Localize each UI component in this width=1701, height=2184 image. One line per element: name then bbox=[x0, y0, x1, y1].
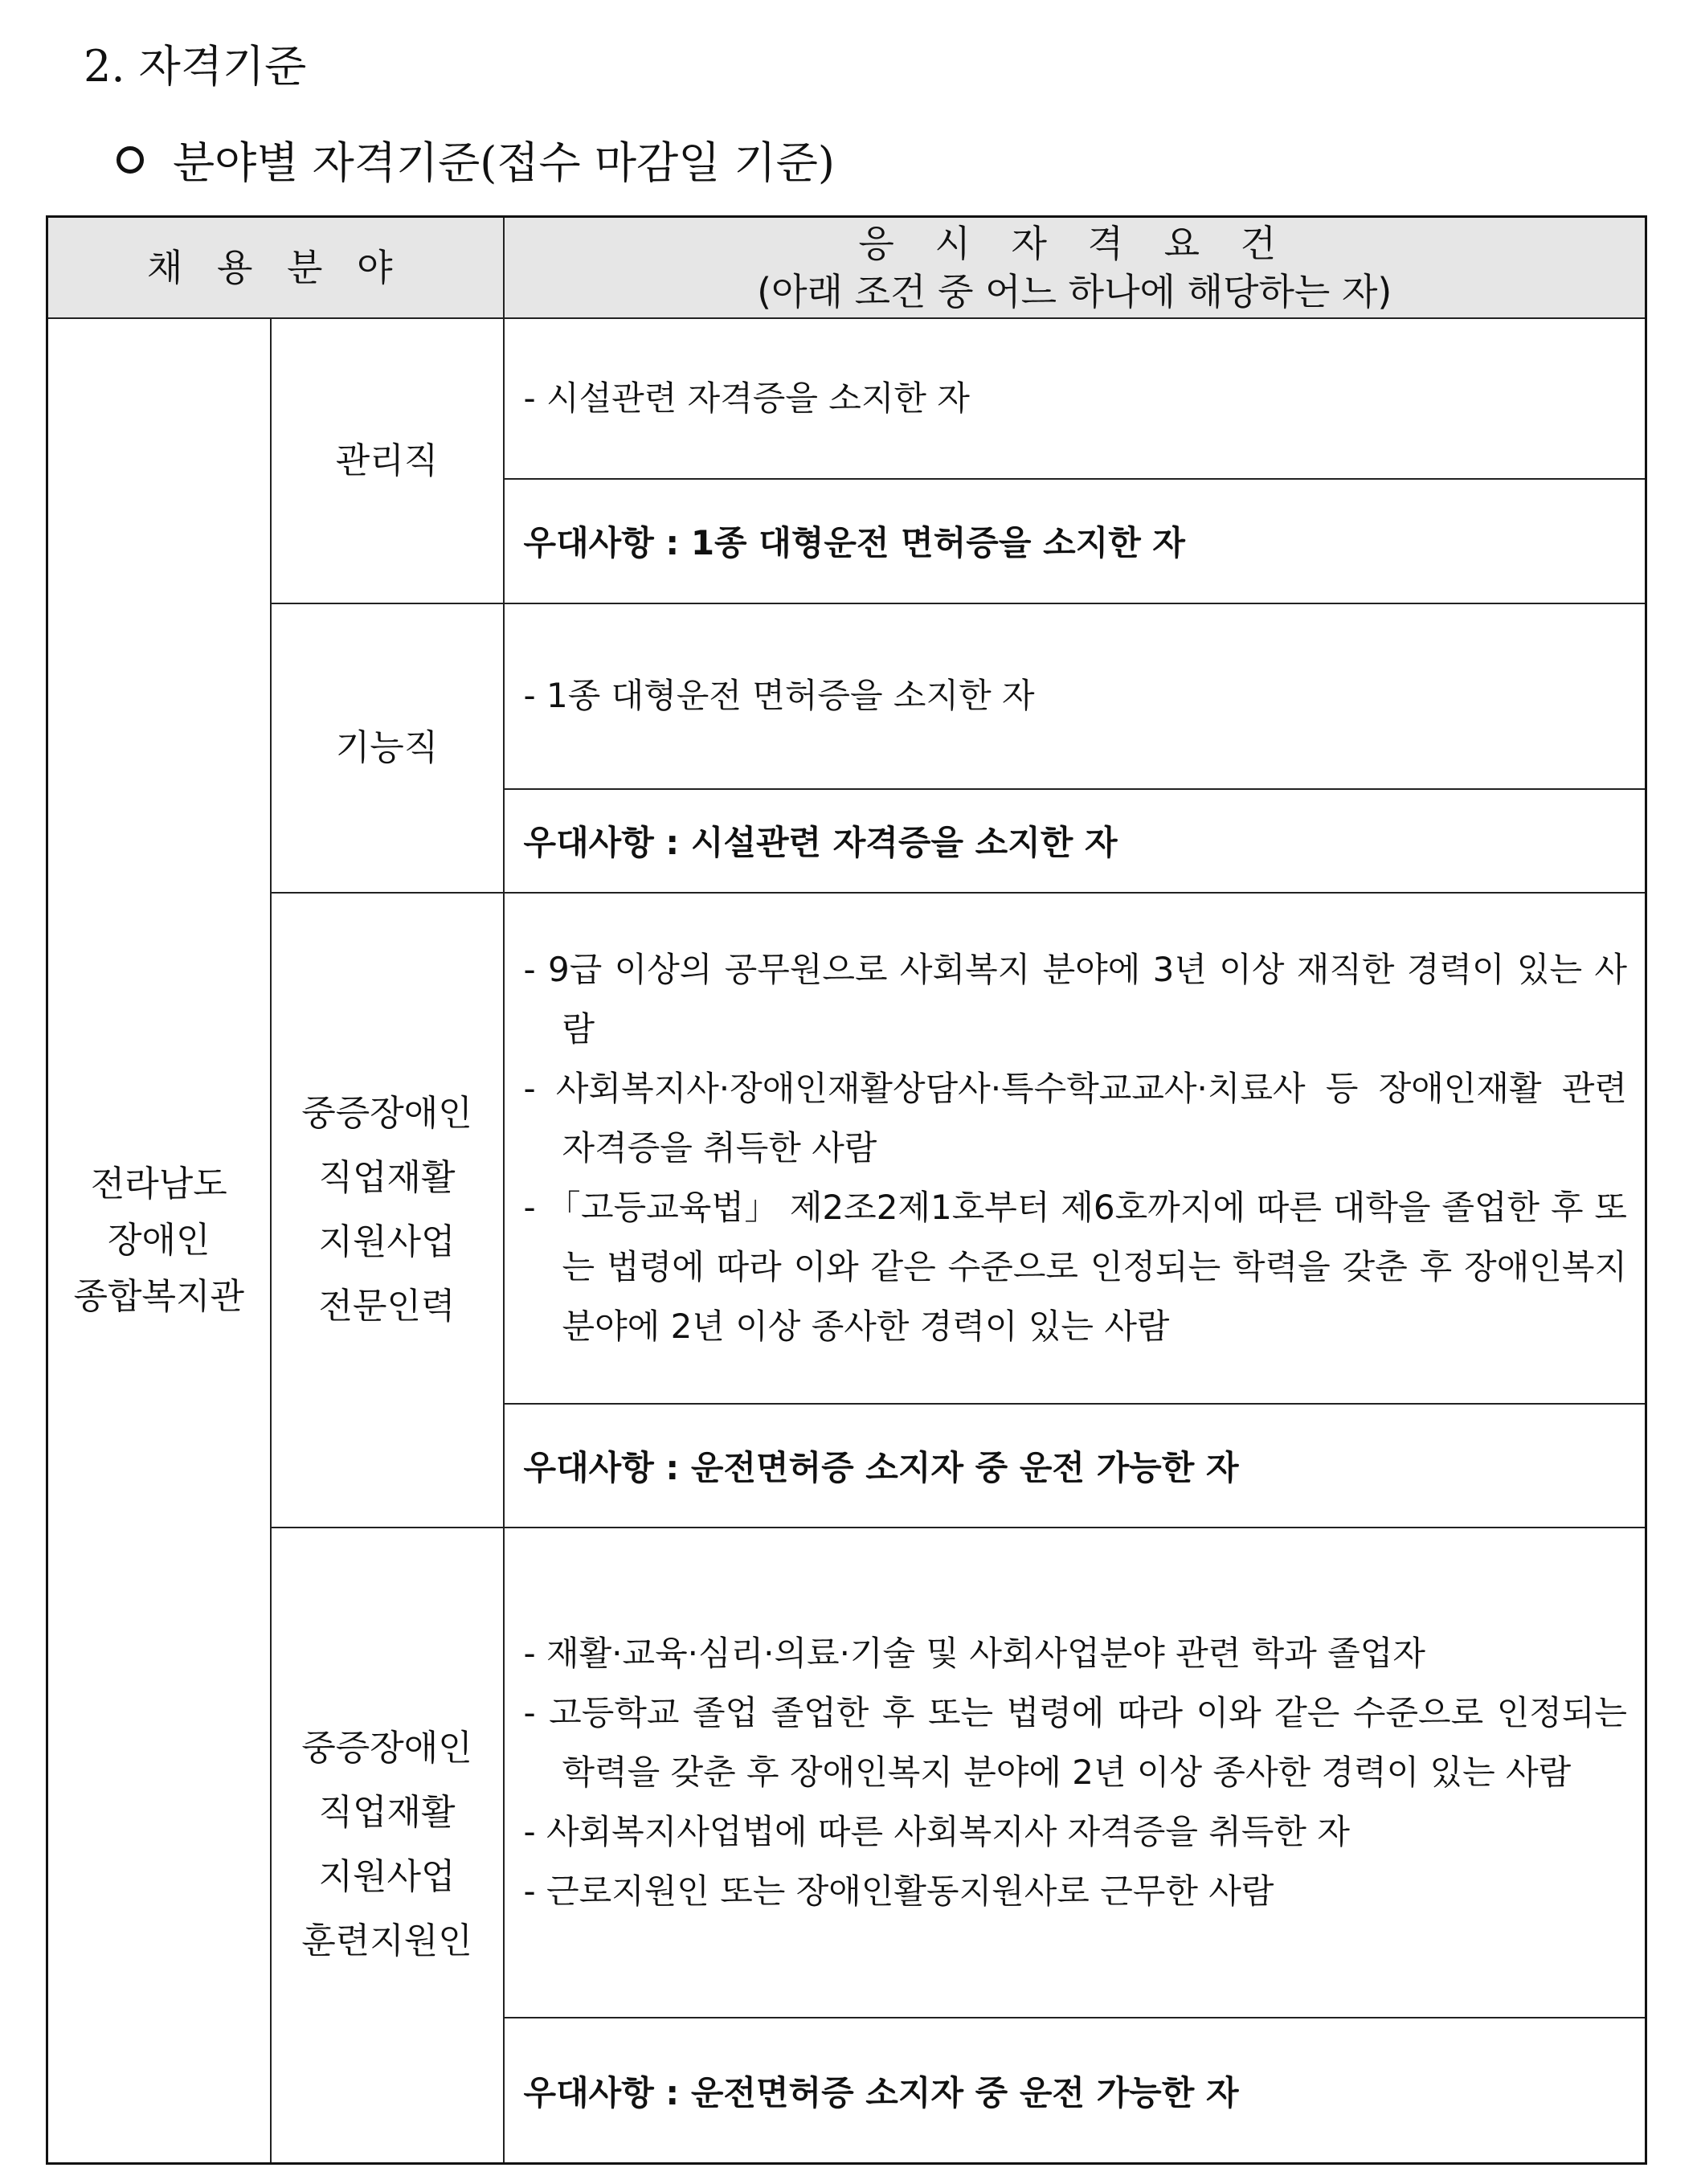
requirement-item: - 사회복지사·장애인재활상담사·특수학교교사·치료사 등 장애인재활 관련 자격증을 취득한 사람 bbox=[523, 1069, 1627, 1168]
field-line: 전문인력 bbox=[318, 1285, 456, 1327]
org-line: 종합복지관 bbox=[73, 1276, 245, 1318]
field-cell bbox=[271, 603, 504, 893]
org-line: 장애인 bbox=[107, 1220, 211, 1262]
requirements-cell bbox=[504, 1528, 1646, 2018]
preference-cell: 우대사항 : 운전면허증 소지자 중 운전 가능한 자 bbox=[504, 2018, 1646, 2163]
preference-cell: 우대사항 : 운전면허증 소지자 중 운전 가능한 자 bbox=[504, 1404, 1646, 1527]
field-cell bbox=[271, 893, 504, 1528]
field-line: 기능직 bbox=[335, 726, 439, 768]
header-req-line1: 응 시 자 격 요 건 bbox=[858, 222, 1291, 266]
field-line: 훈련지원인 bbox=[301, 1920, 472, 1962]
requirement-item: - 고등학교 졸업 졸업한 후 또는 법령에 따라 이와 같은 수준으로 인정되는 학력을 갖춘 후 장애인복지 분야에 2년 이상 종사한 경력이 있는 사람 bbox=[523, 1692, 1627, 1792]
org-line: 전라남도 bbox=[90, 1164, 227, 1205]
table-row bbox=[47, 893, 1646, 1405]
circle-bullet-icon bbox=[117, 146, 144, 174]
field-line: 직업재활 bbox=[318, 1156, 456, 1198]
field-cell bbox=[271, 1528, 504, 2164]
header-field: 채 용 분 야 bbox=[47, 217, 504, 319]
requirements-cell bbox=[504, 893, 1646, 1405]
field-cell bbox=[271, 318, 504, 603]
requirement-item: - 시설관련 자격증을 소지한 자 bbox=[523, 378, 970, 419]
requirements-cell bbox=[504, 318, 1646, 478]
header-row bbox=[47, 217, 1646, 319]
subsection-title: 분야별 자격기준(접수 마감일 기준) bbox=[173, 137, 835, 188]
preference-cell: 우대사항 : 시설관련 자격증을 소지한 자 bbox=[504, 789, 1646, 893]
header-requirements bbox=[504, 217, 1646, 319]
subsection-title-row bbox=[117, 129, 835, 190]
org-cell bbox=[47, 318, 271, 2163]
preference-cell: 우대사항 : 1종 대형운전 면허증을 소지한 자 bbox=[504, 479, 1646, 603]
requirement-item: - 9급 이상의 공무원으로 사회복지 분야에 3년 이상 재직한 경력이 있는 사람 bbox=[523, 950, 1627, 1049]
requirement-item: - 1종 대형운전 면허증을 소지한 자 bbox=[523, 676, 1035, 716]
requirement-item: - 「고등교육법」 제2조2제1호부터 제6호까지에 따른 대학을 졸업한 후 또는 법령에 따라 이와 같은 수준으로 인정되는 학력을 갖춘 후 장애인복지 분야에 2년 이상 종사한 경력이 있는 사람 bbox=[523, 1188, 1627, 1347]
qualification-table bbox=[46, 215, 1647, 2165]
table-row bbox=[47, 1528, 1646, 2018]
requirements-cell bbox=[504, 603, 1646, 789]
table-row bbox=[47, 603, 1646, 789]
field-line: 관리직 bbox=[335, 440, 439, 481]
requirement-item: - 재활·교육·심리·의료·기술 및 사회사업분야 관련 학과 졸업자 bbox=[523, 1633, 1425, 1673]
table-row bbox=[47, 318, 1646, 478]
requirement-item: - 근로지원인 또는 장애인활동지원사로 근무한 사람 bbox=[523, 1871, 1274, 1911]
field-line: 중증장애인 bbox=[301, 1728, 472, 1769]
field-line: 지원사업 bbox=[318, 1856, 456, 1898]
field-line: 지원사업 bbox=[318, 1221, 456, 1262]
header-req-line2: (아래 조건 중 어느 하나에 해당하는 자) bbox=[757, 270, 1392, 314]
field-line: 중증장애인 bbox=[301, 1092, 472, 1134]
field-line: 직업재활 bbox=[318, 1792, 456, 1834]
section-title: 2. 자격기준 bbox=[84, 41, 307, 92]
requirement-item: - 사회복지사업법에 따른 사회복지사 자격증을 취득한 자 bbox=[523, 1811, 1350, 1851]
